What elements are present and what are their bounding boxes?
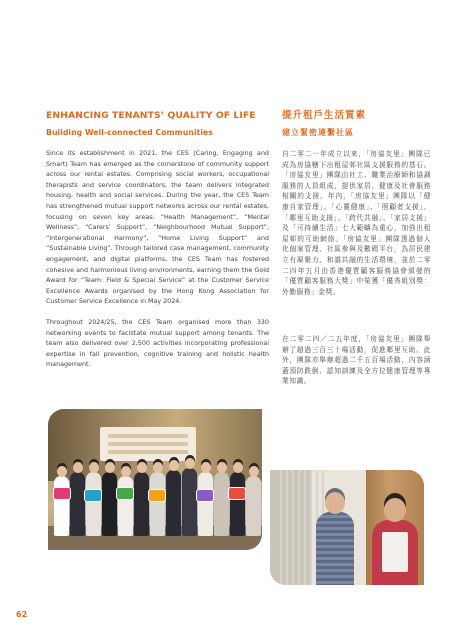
photo-person (182, 468, 197, 536)
photo-person (214, 472, 229, 536)
body-paragraph-zh-1: 自二零二一年成立以來，「房協友里」團隊已成為房協轄下出租屋邨社區支援服務的基石。「房協友里」團隊由社工、職業治療師和協調服務的人員組成，提供家居、健康及社會服務相關的支援。年內，「房協友里」團隊以「健康自家管理」、「心靈健康」、「照顧者支援」、「鄰里互助支援」、「跨代共融」、「家居支援」及「可持續生活」七大範疇為重心，加強出租屋邨的互助網絡。「房協友里」團隊透過個人化個案管理、社區參與及數碼平台，為居民建立有凝聚力、和諧共融的生活環境，並於二零二四年五月由香港優質顧客服務協會頒發的「優質顧客服務大獎」中榮獲「優秀組別獎：外勤服務」金獎。 (282, 150, 431, 296)
photo-person (70, 472, 85, 536)
section-subheading-en: Building Well-connected Communities (46, 128, 213, 137)
photo-prop-sign (84, 489, 102, 502)
doorway-photo (270, 470, 424, 585)
section-heading-zh: 提升租戶生活質素 (282, 110, 367, 121)
chinese-column (282, 109, 431, 386)
photo-person (134, 472, 149, 536)
photo-resident (316, 512, 354, 585)
photo-prop-sign (53, 487, 71, 500)
section-subheading-zh: 建立緊密連繫社區 (282, 128, 354, 137)
photo-banner (100, 427, 196, 461)
photo-person (118, 476, 133, 536)
photo-prop-sign (116, 487, 134, 500)
photo-person (246, 476, 261, 536)
photo-person (150, 472, 165, 536)
photo-staff-member (372, 520, 418, 585)
body-paragraph-en-1: Since its establishment in 2021, the CES (Caring, Engaging and Smart) Team has emerged as the cornerstone of community support across our rental estates. Comprising social workers, occupational therapists and service coordinators, the team delivers integrated housing, health and social services. During the year, the CES Team has strengthened mutual support networks across our rental estates, focusing on seven key areas: “Health Management”, “Mental Wellness”, “Carers’ Support”, “Neighbourhood Mutual Support”, “Intergenerational Harmony”, “Home Living Support” and “Sustainable Living”. Through tailored case management, community engagement, and digital platforms, the CES Team has fostered cohesive and harmonious living environments, earning them the Gold Award for “Team: Field & Special Service” at the Customer Service Excellence Awards organised by the Hong Kong Association for Customer Service Excellence in May 2024. (46, 150, 269, 306)
page-number: 62 (16, 610, 28, 619)
body-paragraph-en-2: Throughout 2024/25, the CES Team organised more than 330 networking events to facilitate mutual support among tenants. The team also delivered over 2,500 activities incorporating professional expertise in fall prevention, cognitive training and holistic health management. (46, 318, 269, 369)
section-heading-en: ENHANCING TENANTS’ QUALITY OF LIFE (46, 110, 256, 121)
photo-prop-sign (196, 489, 214, 502)
photo-prop-sign (228, 487, 246, 500)
photo-person (198, 472, 213, 536)
photo-person (166, 470, 181, 536)
photo-person (86, 472, 101, 536)
photo-person (230, 472, 245, 536)
photo-person (54, 476, 69, 536)
photo-prop-sign (148, 489, 166, 502)
group-photo (48, 409, 262, 550)
photo-person (102, 472, 117, 536)
english-column (46, 109, 269, 371)
body-paragraph-zh-2: 在二零二四／二五年度，「房協友里」團隊舉辦了超過三百三十場活動，促進鄰里互助。此外，團隊亦舉辦超過二千五百場活動，內容涵蓋預防跌倒、認知訓練及全方位健康管理等專業知識。 (282, 335, 431, 386)
